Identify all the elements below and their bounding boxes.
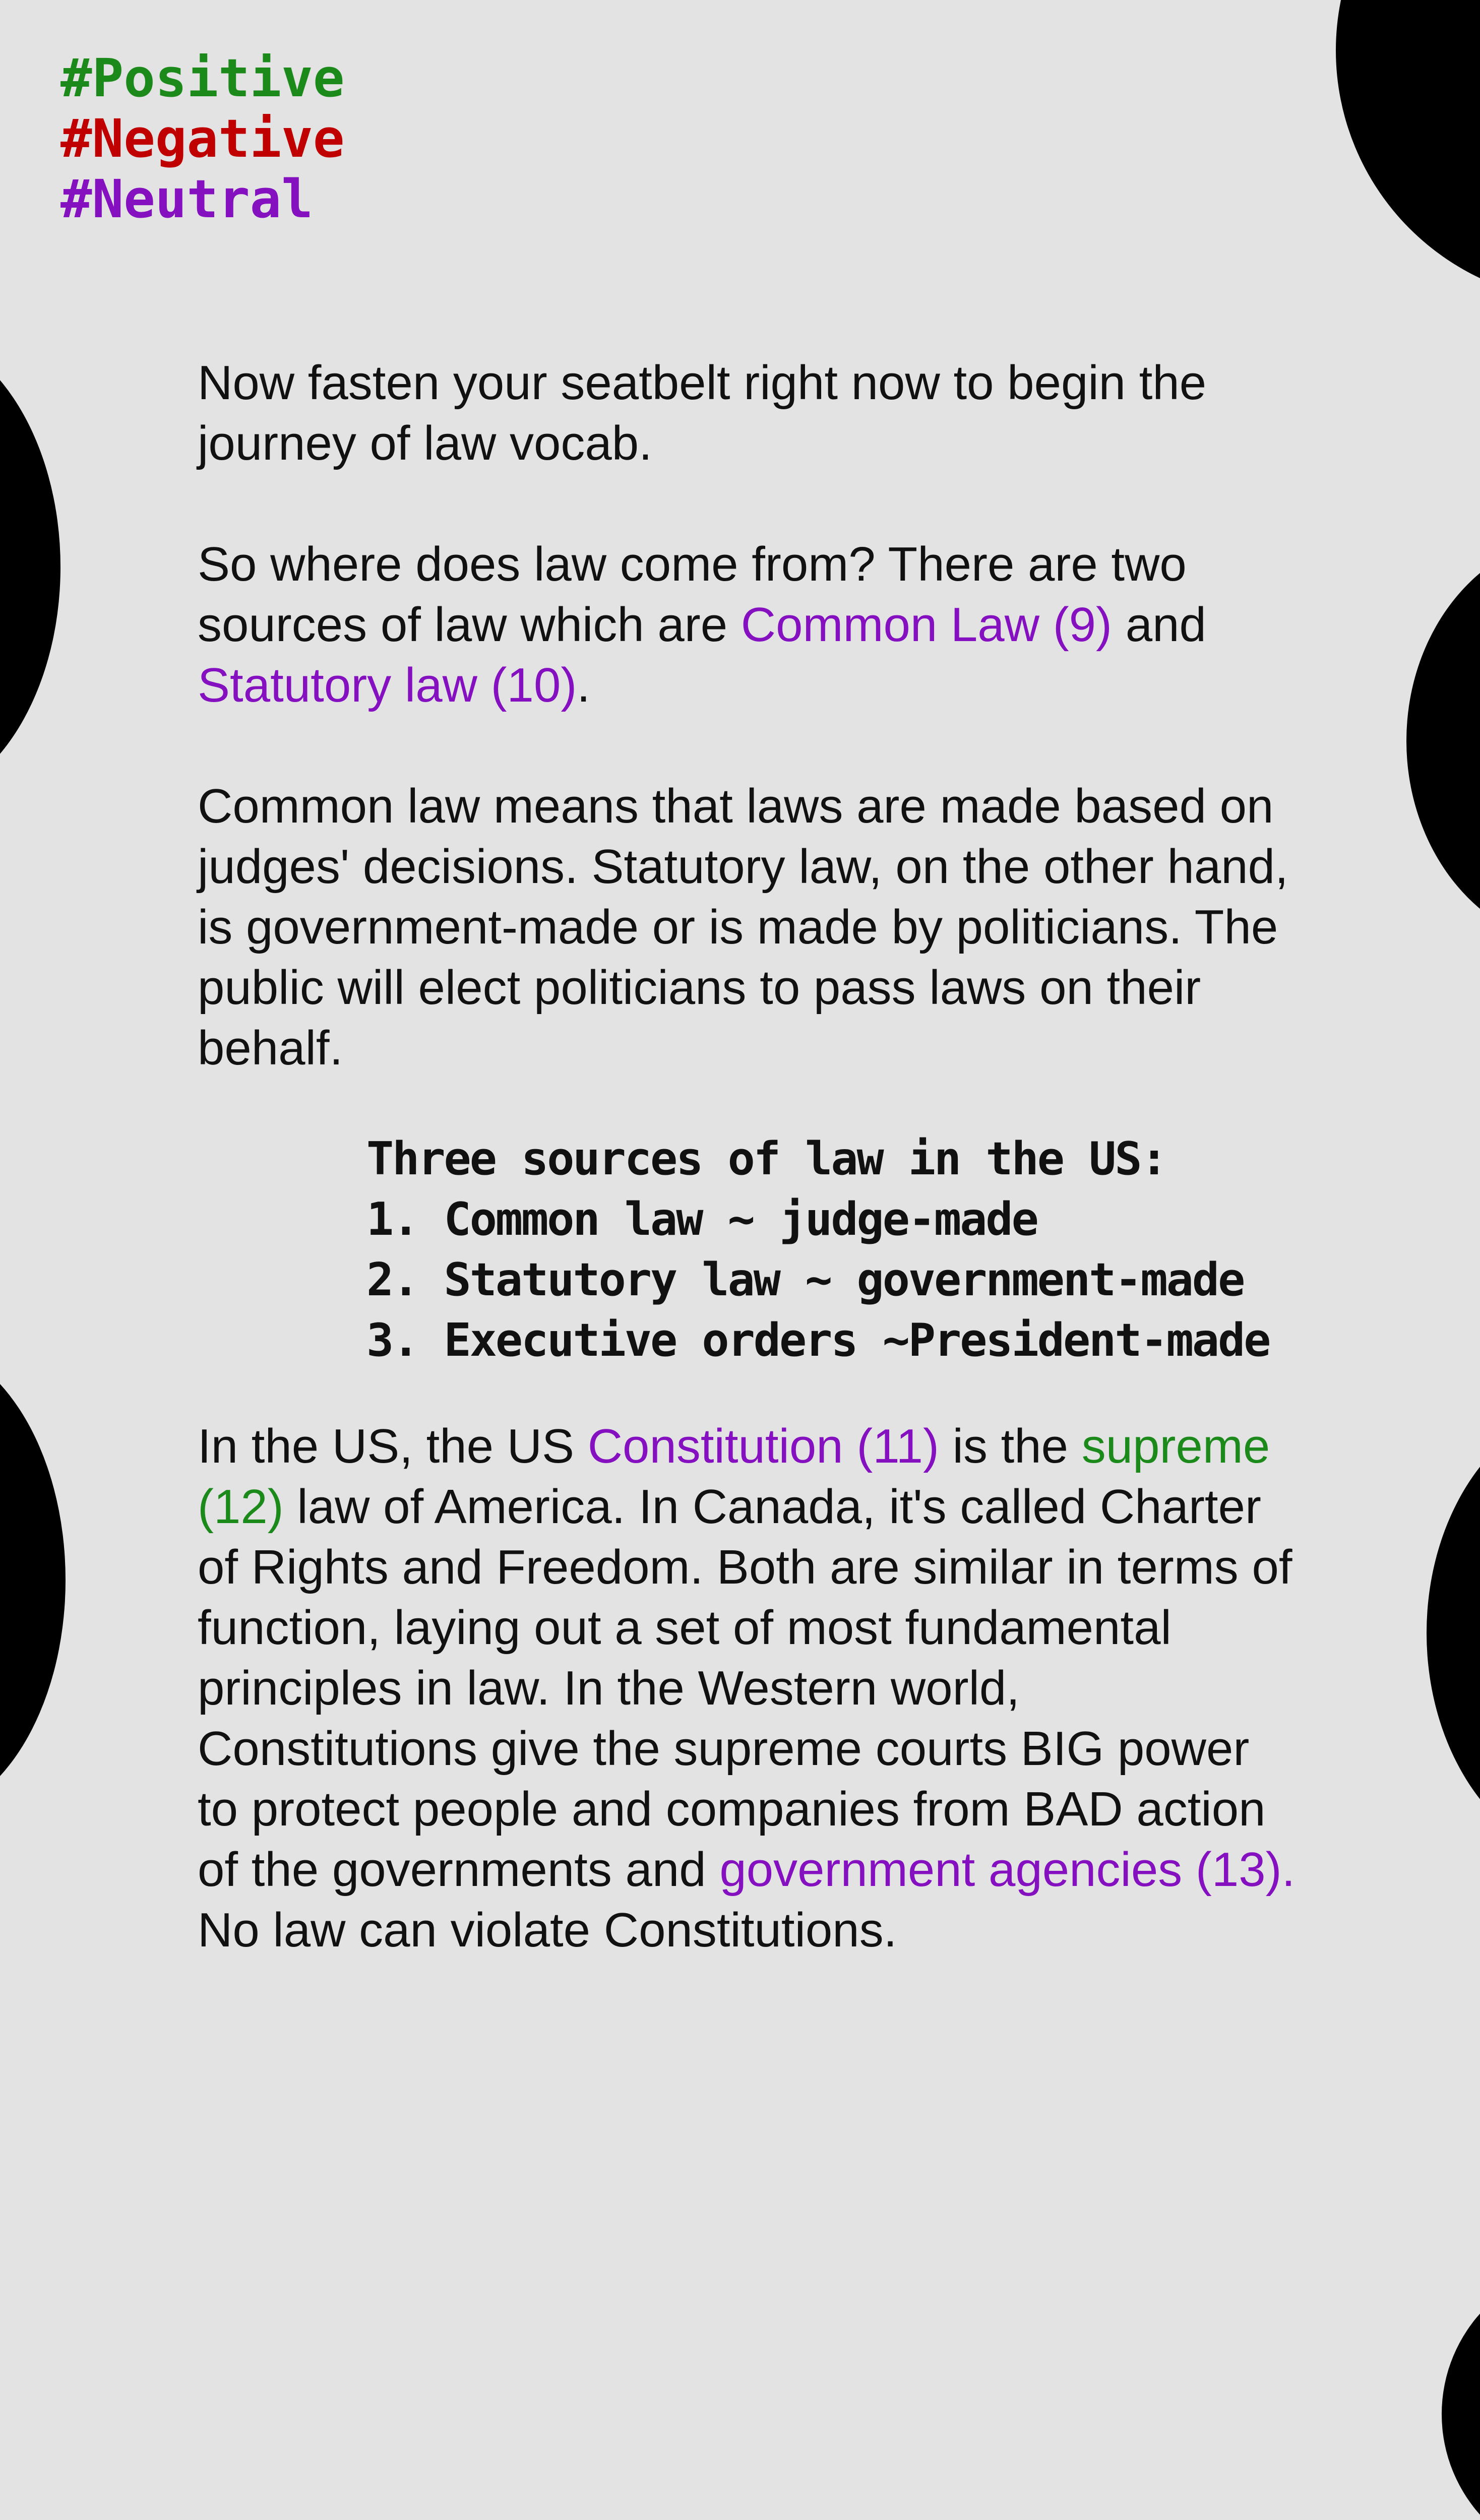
paragraph-text: So where does law come from? There are two sources of law which are xyxy=(198,537,1187,652)
sources-item: 1. Common law ~ judge-made xyxy=(366,1193,1037,1246)
constitution-paragraph xyxy=(198,1416,1297,1961)
legend-positive: #Positive xyxy=(60,47,345,109)
sources-paragraph xyxy=(198,534,1297,716)
sources-item: 2. Statutory law ~ government-made xyxy=(366,1253,1244,1306)
paragraph-text: is the xyxy=(939,1419,1082,1473)
paragraph-text: and xyxy=(1112,598,1206,652)
sources-heading: Three sources of law in the US: xyxy=(366,1132,1166,1185)
vocab-term-common-law: Common Law (9) xyxy=(741,598,1113,652)
sources-item: 3. Executive orders ~President-made xyxy=(366,1314,1270,1367)
paragraph-text: . xyxy=(577,658,590,712)
definitions-paragraph: Common law means that laws are made based on judges' decisions. Statutory law, on the other hand, is government-made or is made by politicians. The public will elect politicians to pass laws on their behalf. xyxy=(198,779,1288,1075)
legend-negative: #Negative xyxy=(60,108,345,169)
decorative-blob xyxy=(1406,534,1480,948)
sources-list xyxy=(366,1129,1297,1371)
paragraph-text: In the US, the US xyxy=(198,1419,588,1473)
color-legend xyxy=(60,48,345,229)
legend-neutral: #Neutral xyxy=(60,168,313,230)
decorative-blob xyxy=(1427,1401,1480,1865)
paragraph-text: law of America. In Canada, it's called Charter of Rights and Freedom. Both are similar in terms of function, laying out a set of most fundamental principles in law. In the Western world, Constitutions give the supreme courts BIG power to protect people and companies from BAD action of the governments and xyxy=(198,1480,1292,1897)
paragraph-text: No law can violate Constitutions. xyxy=(198,1903,897,1957)
decorative-blob xyxy=(1336,0,1480,302)
decorative-blob xyxy=(0,1341,66,1819)
vocab-term-constitution: Constitution (11) xyxy=(587,1419,939,1473)
vocab-term-statutory-law: Statutory law (10) xyxy=(198,658,577,712)
vocab-term-supreme: supreme (12) xyxy=(198,1419,1270,1534)
vocab-term-government-agencies: government agencies (13). xyxy=(719,1843,1296,1897)
decorative-blob xyxy=(1442,2263,1480,2520)
decorative-blob xyxy=(0,328,60,806)
article-body xyxy=(198,353,1297,1961)
intro-paragraph: Now fasten your seatbelt right now to begin the journey of law vocab. xyxy=(198,356,1207,470)
